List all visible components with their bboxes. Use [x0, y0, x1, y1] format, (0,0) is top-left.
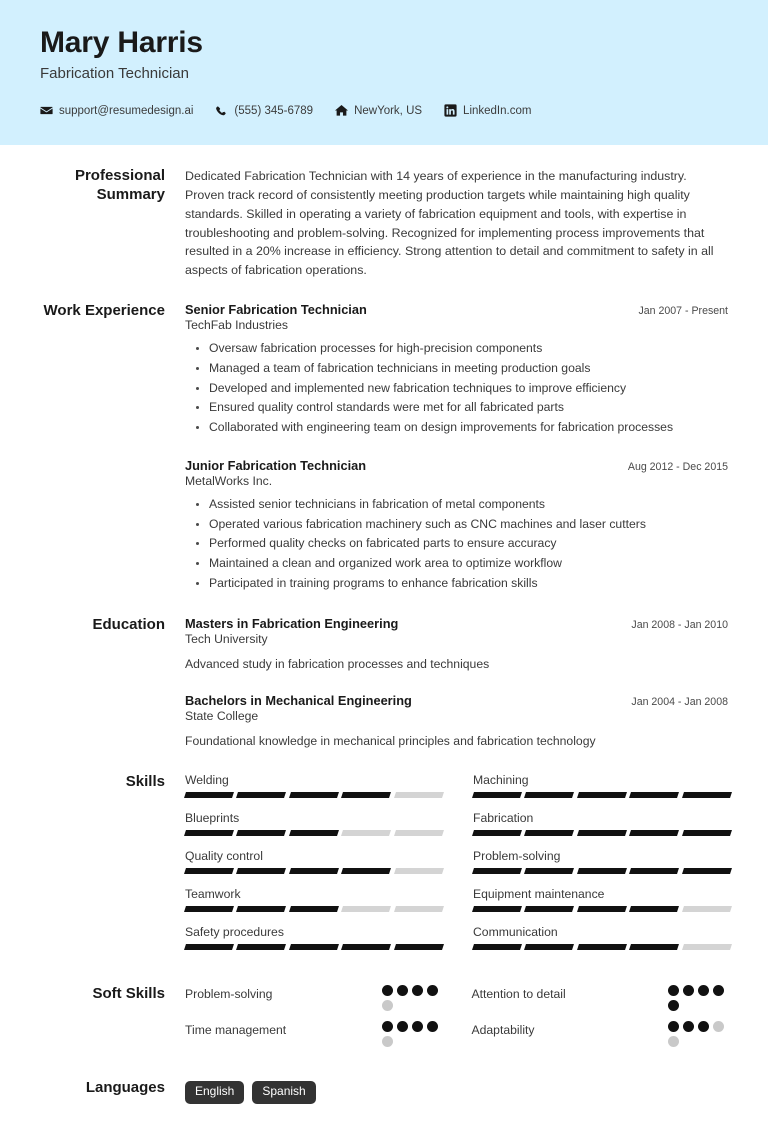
skill-name: Blueprints — [185, 811, 240, 826]
section-work-experience — [40, 280, 728, 594]
section-label-summary: Professional Summary — [74, 167, 165, 203]
skill-level-bar — [185, 868, 443, 874]
skill-segment — [577, 906, 627, 912]
skill-segment — [184, 906, 234, 912]
soft-skill-item — [185, 1021, 442, 1047]
skill-level-bar — [185, 944, 443, 950]
rating-dot — [698, 1021, 709, 1032]
skill-segment — [289, 906, 339, 912]
rating-dot — [668, 985, 679, 996]
skill-segment — [341, 868, 391, 874]
skill-segment — [629, 830, 679, 836]
skill-segment — [629, 944, 679, 950]
education-entry — [185, 616, 728, 674]
rating-dot — [683, 1021, 694, 1032]
rating-dot — [427, 985, 438, 996]
rating-dot — [668, 1000, 679, 1011]
list-item: Managed a team of fabrication technicians in meeting production goals — [209, 359, 728, 379]
education-entry-date: Jan 2004 - Jan 2008 — [631, 696, 728, 709]
skill-segment — [236, 868, 286, 874]
skill-item — [473, 887, 731, 912]
skill-segment — [341, 906, 391, 912]
section-professional-summary — [40, 145, 728, 280]
skill-item — [185, 811, 443, 836]
candidate-job-title: Fabrication Technician — [40, 65, 189, 82]
skill-segment — [472, 944, 522, 950]
skill-segment — [524, 906, 574, 912]
skill-segment — [682, 792, 732, 798]
summary-text: Dedicated Fabrication Technician with 14 years of experience in the manufacturing industry. Proven track record of consistently meeting production targets while maintaining high quality standards. Skilled in operating a variety of fabrication equipment and tools, with expertise in troubleshooting and problem-solving. Recognized for implementing process improvements that resulted in a 20% increase in efficiency. Strong attention to detail and commitment to safety in all aspects of fabrication operations. — [185, 169, 714, 278]
education-entry-title: Bachelors in Mechanical Engineering — [185, 693, 412, 709]
skill-segment — [472, 830, 522, 836]
skill-segment — [341, 944, 391, 950]
skill-segment — [289, 868, 339, 874]
language-tag: English — [185, 1081, 244, 1104]
skill-segment — [524, 868, 574, 874]
rating-dot — [382, 1000, 393, 1011]
skill-segment — [524, 944, 574, 950]
section-label-work: Work Experience — [43, 302, 165, 320]
contact-linkedin[interactable] — [444, 104, 531, 117]
contact-row — [40, 104, 728, 117]
section-label-education: Education — [92, 615, 165, 633]
skill-segment — [682, 944, 732, 950]
skill-name: Fabrication — [473, 811, 534, 826]
work-entry-organization: TechFab Industries — [185, 318, 288, 333]
section-languages — [40, 1057, 728, 1130]
skill-item — [473, 925, 731, 950]
work-entry-title: Senior Fabrication Technician — [185, 302, 367, 318]
languages-list — [185, 1079, 728, 1104]
education-entry-title: Masters in Fabrication Engineering — [185, 615, 399, 631]
education-entry-description: Advanced study in fabrication processes and techniques — [185, 656, 490, 671]
soft-skill-rating-dots — [668, 1021, 728, 1047]
work-entry-organization: MetalWorks Inc. — [185, 473, 273, 488]
skill-level-bar — [185, 792, 443, 798]
skill-item — [185, 887, 443, 912]
skill-segment — [289, 792, 339, 798]
skill-segment — [236, 830, 286, 836]
skill-name: Problem-solving — [473, 849, 561, 864]
education-entry-description: Foundational knowledge in mechanical principles and fabrication technology — [185, 734, 596, 749]
skill-segment — [629, 868, 679, 874]
section-label-soft-skills: Soft Skills — [92, 985, 165, 1003]
work-entry-date: Jan 2007 - Present — [638, 305, 728, 318]
contact-email-text: support@resumedesign.ai — [59, 104, 194, 117]
education-entry — [185, 693, 728, 751]
soft-skill-rating-dots — [382, 1021, 442, 1047]
home-icon — [335, 104, 348, 117]
skills-grid — [185, 773, 728, 963]
soft-skill-item — [472, 985, 729, 1011]
section-education — [40, 594, 728, 751]
list-item: Ensured quality control standards were met for all fabricated parts — [209, 398, 728, 418]
skill-segment — [394, 830, 444, 836]
work-entry — [185, 302, 728, 438]
skill-segment — [577, 830, 627, 836]
skill-segment — [184, 944, 234, 950]
contact-location-text: NewYork, US — [354, 104, 423, 117]
skill-item — [185, 849, 443, 874]
skill-segment — [472, 906, 522, 912]
skill-name: Communication — [473, 925, 558, 940]
language-tag: Spanish — [252, 1081, 315, 1104]
work-entry-date: Aug 2012 - Dec 2015 — [627, 460, 728, 473]
rating-dot — [397, 985, 408, 996]
list-item: Oversaw fabrication processes for high-precision components — [209, 339, 728, 359]
envelope-icon — [40, 104, 53, 117]
education-entry-date: Jan 2008 - Jan 2010 — [631, 618, 728, 631]
skill-segment — [236, 792, 286, 798]
section-label-skills: Skills — [125, 773, 165, 791]
skill-segment — [341, 830, 391, 836]
skill-level-bar — [473, 792, 731, 798]
skill-name: Welding — [185, 773, 229, 788]
skill-name: Quality control — [185, 849, 263, 864]
list-item: Performed quality checks on fabricated parts to ensure accuracy — [209, 534, 728, 554]
skill-level-bar — [473, 944, 731, 950]
skill-segment — [577, 868, 627, 874]
skill-segment — [472, 792, 522, 798]
soft-skills-grid — [185, 985, 728, 1057]
skill-segment — [629, 906, 679, 912]
skill-segment — [682, 830, 732, 836]
skill-segment — [577, 792, 627, 798]
skill-segment — [394, 944, 444, 950]
skill-segment — [524, 792, 574, 798]
skill-segment — [577, 944, 627, 950]
soft-skill-name: Attention to detail — [471, 987, 566, 1002]
skill-segment — [682, 868, 732, 874]
soft-skill-item — [185, 985, 442, 1011]
skill-segment — [394, 792, 444, 798]
skill-name: Machining — [473, 773, 529, 788]
skill-segment — [472, 868, 522, 874]
linkedin-icon — [444, 104, 457, 117]
skill-item — [473, 811, 731, 836]
skill-name: Teamwork — [185, 887, 241, 902]
resume-body — [0, 145, 768, 1130]
rating-dot — [382, 1021, 393, 1032]
section-skills — [40, 751, 728, 963]
soft-skill-item — [472, 1021, 729, 1047]
contact-phone-text: (555) 345-6789 — [234, 104, 314, 117]
skill-segment — [289, 830, 339, 836]
soft-skill-rating-dots — [382, 985, 442, 1011]
rating-dot — [382, 985, 393, 996]
candidate-name: Mary Harris — [40, 26, 203, 59]
soft-skill-name: Time management — [185, 1023, 287, 1038]
rating-dot — [698, 985, 709, 996]
rating-dot — [397, 1021, 408, 1032]
skill-segment — [341, 792, 391, 798]
skill-name: Safety procedures — [185, 925, 284, 940]
rating-dot — [668, 1021, 679, 1032]
rating-dot — [382, 1036, 393, 1047]
skill-level-bar — [185, 830, 443, 836]
section-label-languages: Languages — [85, 1079, 165, 1097]
skill-segment — [236, 944, 286, 950]
skill-segment — [184, 792, 234, 798]
skill-item — [185, 773, 443, 798]
skill-item — [185, 925, 443, 950]
work-entry-bullets — [185, 495, 728, 594]
rating-dot — [713, 1021, 724, 1032]
phone-icon — [215, 104, 228, 117]
section-soft-skills — [40, 963, 728, 1057]
list-item: Maintained a clean and organized work area to optimize workflow — [209, 554, 728, 574]
rating-dot — [412, 985, 423, 996]
skill-segment — [184, 868, 234, 874]
contact-phone[interactable] — [215, 104, 313, 117]
skill-segment — [524, 830, 574, 836]
contact-location[interactable] — [335, 104, 422, 117]
skill-level-bar — [473, 830, 731, 836]
rating-dot — [683, 985, 694, 996]
list-item: Assisted senior technicians in fabrication of metal components — [209, 495, 728, 515]
rating-dot — [713, 985, 724, 996]
soft-skill-name: Problem-solving — [185, 987, 273, 1002]
rating-dot — [412, 1021, 423, 1032]
skill-item — [473, 849, 731, 874]
work-entry-bullets — [185, 339, 728, 438]
resume-header — [0, 0, 768, 145]
work-entry-title: Junior Fabrication Technician — [185, 457, 367, 473]
education-entry-organization: Tech University — [185, 631, 268, 646]
skill-segment — [289, 944, 339, 950]
skill-segment — [184, 830, 234, 836]
skill-level-bar — [185, 906, 443, 912]
skill-level-bar — [473, 906, 731, 912]
rating-dot — [427, 1021, 438, 1032]
skill-segment — [394, 906, 444, 912]
skill-segment — [629, 792, 679, 798]
list-item: Operated various fabrication machinery such as CNC machines and laser cutters — [209, 515, 728, 535]
rating-dot — [668, 1036, 679, 1047]
contact-email[interactable] — [40, 104, 193, 117]
work-entry — [185, 458, 728, 594]
skill-segment — [236, 906, 286, 912]
list-item: Collaborated with engineering team on design improvements for fabrication processes — [209, 418, 728, 438]
list-item: Participated in training programs to enhance fabrication skills — [209, 574, 728, 594]
soft-skill-name: Adaptability — [471, 1023, 535, 1038]
skill-segment — [682, 906, 732, 912]
skill-item — [473, 773, 731, 798]
skill-level-bar — [473, 868, 731, 874]
list-item: Developed and implemented new fabrication techniques to improve efficiency — [209, 379, 728, 399]
education-entry-organization: State College — [185, 709, 259, 724]
contact-linkedin-text: LinkedIn.com — [463, 104, 532, 117]
soft-skill-rating-dots — [668, 985, 728, 1011]
skill-segment — [394, 868, 444, 874]
skill-name: Equipment maintenance — [473, 887, 605, 902]
